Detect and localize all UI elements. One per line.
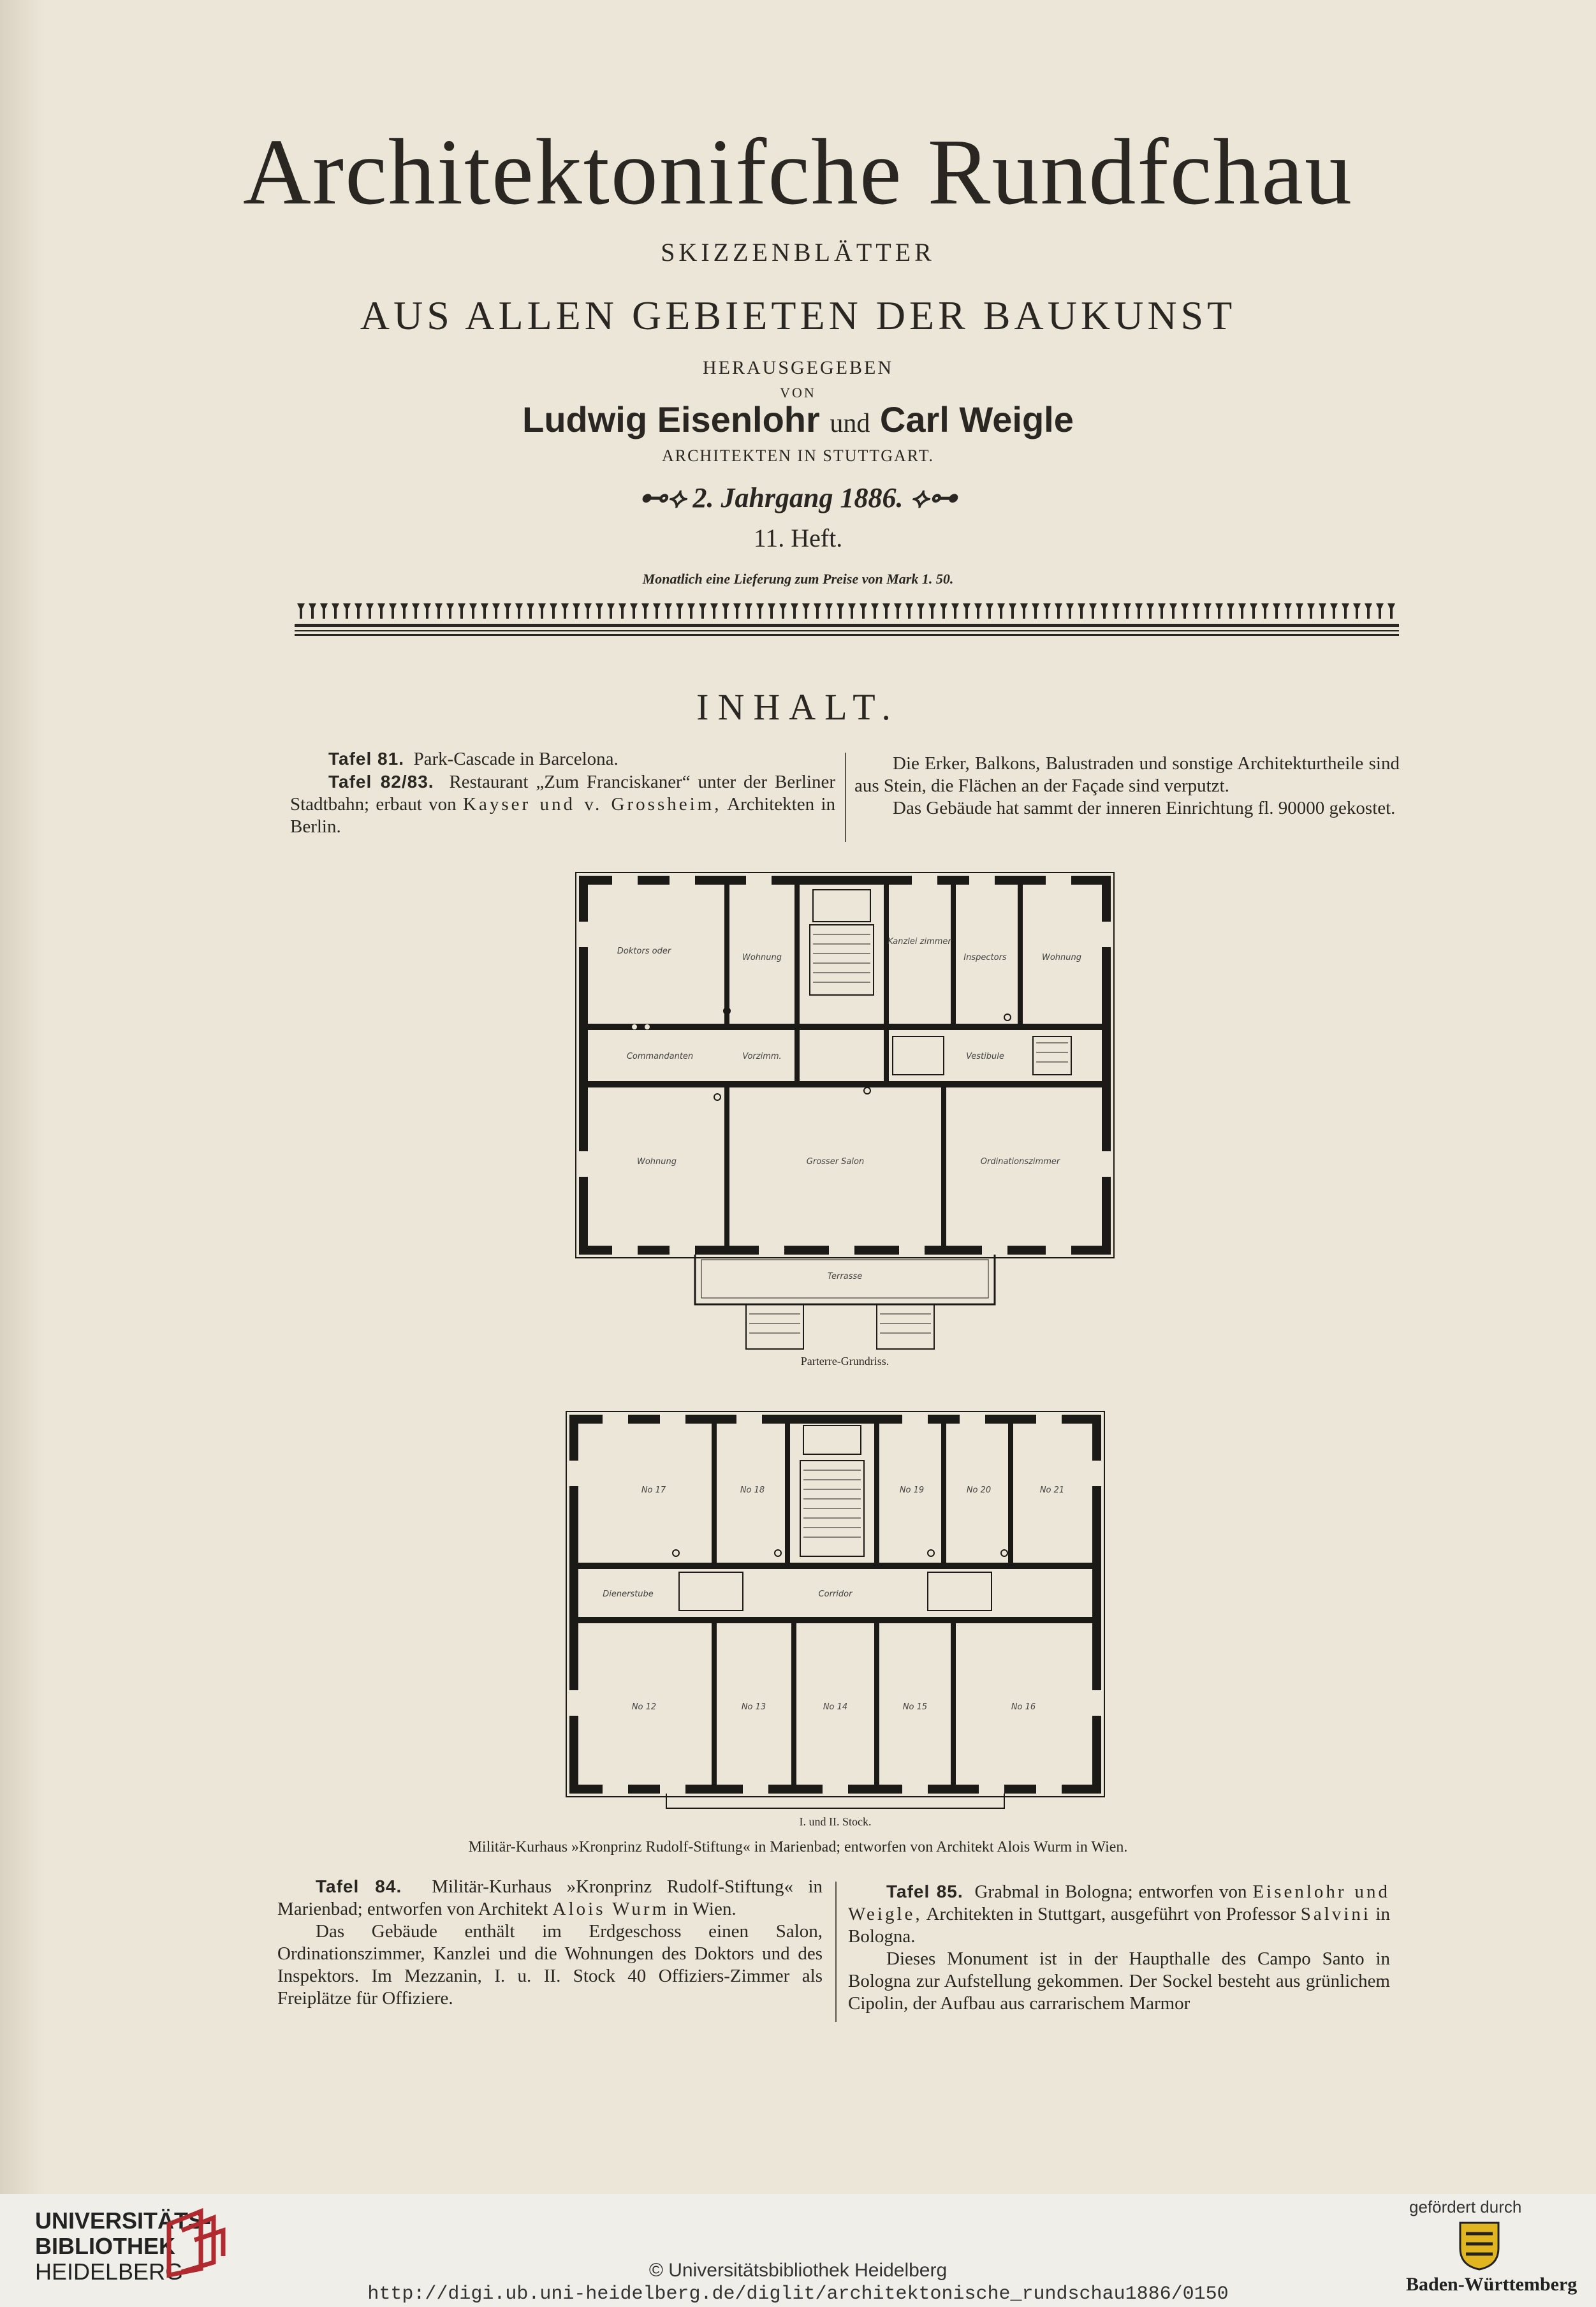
ornament-element: [802, 603, 810, 619]
ornament-element: [837, 603, 844, 619]
ornament-element: [619, 603, 626, 619]
ornament-element: [584, 603, 592, 619]
authors: [0, 399, 1596, 440]
ornament-element: [1227, 603, 1234, 619]
ornament-element: [1204, 603, 1212, 619]
upper-plan-caption: I. und II. Stock.: [799, 1815, 872, 1828]
architects-line: ARCHITEKTEN IN STUTTGART.: [661, 446, 935, 465]
ornament-element: [699, 603, 706, 619]
paragraph-erker: Die Erker, Balkons, Balustraden und sonstige Architekturtheile sind aus Stein, die Flächen an der Façade sind verputzt.: [854, 753, 1400, 796]
ornament-element: [951, 603, 959, 619]
tafel-84-text-end: in Wien.: [669, 1899, 736, 1919]
tafel-84-text: Militär-Kurhaus »Kronprinz Rudolf-Stiftung« in Marienbad; entworfen von Architekt: [277, 1876, 823, 1919]
ornament-element: [768, 603, 775, 619]
tafel-85-sculptor: Salvini: [1300, 1904, 1371, 1924]
paragraph-monument: Dieses Monument ist in der Haupthalle des Campo Santo in Bologna zur Aufstellung gekommen. Der Sockel besteht aus grünlichem Cipolin, der Aufbau aus carrarischem Marmor: [848, 1949, 1390, 2014]
ornament-element: [791, 603, 798, 619]
ornament-element: [1032, 603, 1039, 619]
tafel-82-label: Tafel 82/83.: [328, 772, 434, 792]
room-label: No 12: [631, 1702, 657, 1712]
ornament-element: [1307, 603, 1315, 619]
ornament-element: [848, 603, 856, 619]
ornament-element: [779, 603, 787, 619]
column-divider: [845, 753, 846, 842]
ornament-element: [332, 603, 339, 619]
ornament-element: [458, 603, 465, 619]
ornament-element: [1158, 603, 1166, 619]
ornament-element: [1101, 603, 1108, 619]
tafel-81-label: Tafel 81.: [328, 749, 404, 769]
ornament-element: [320, 603, 328, 619]
inhalt-right-column: [854, 753, 1400, 820]
ornament-element: [550, 603, 557, 619]
entry-tafel-81: [290, 748, 835, 770]
tafel-81-text: Park-Cascade in Barcelona.: [413, 749, 619, 769]
ornament-element: [515, 603, 523, 619]
ornament-element: [745, 603, 752, 619]
ornament-element: [882, 603, 890, 619]
ornament-element: [538, 603, 546, 619]
ornament-element: [917, 603, 925, 619]
ornament-element: [1296, 603, 1303, 619]
room-label: Wohnung: [636, 1157, 677, 1167]
price-line: Monatlich eine Lieferung zum Preise von Mark 1. 50.: [642, 571, 954, 587]
heft: 11. Heft.: [753, 524, 843, 552]
ornament-element: [1089, 603, 1097, 619]
sponsor-label: gefördert durch: [1409, 2197, 1522, 2216]
ornament-element: [423, 603, 431, 619]
jahrgang-text: 2. Jahrgang 1886.: [692, 482, 904, 513]
room-label: Corridor: [818, 1589, 853, 1599]
ornament-element: [905, 603, 913, 619]
ornament-element: [1055, 603, 1062, 619]
ornament-element: [871, 603, 879, 619]
paragraph-kosten: Das Gebäude hat sammt der inneren Einrichtung fl. 90000 gekostet.: [893, 798, 1396, 818]
ornament-element: [710, 603, 718, 619]
ornament-element: [1078, 603, 1085, 619]
tafel-85-architects: Eisenlohr und Weigle,: [848, 1882, 1390, 1924]
figure-caption: Militär-Kurhaus »Kronprinz Rudolf-Stiftung« in Marienbad; entworfen von Architekt Alois Wurm in Wien.: [468, 1839, 1128, 1855]
ornament-element: [687, 603, 695, 619]
ornament-element: [1009, 603, 1016, 619]
ornament-right-icon: ⟡⊶: [903, 482, 957, 513]
ornament-element: [1135, 603, 1143, 619]
ornament-element: [641, 603, 649, 619]
room-label: Vestibule: [966, 1052, 1004, 1061]
library-line-1: UNIVERSITÄTS-: [35, 2207, 212, 2234]
ornament-element: [1066, 603, 1074, 619]
room-label: No 14: [823, 1702, 848, 1712]
ornament-element: [1376, 603, 1384, 619]
ornament-element: [940, 603, 948, 619]
ornament-element: [1353, 603, 1361, 619]
room-label: No 20: [966, 1485, 992, 1495]
room-label: Vorzimm.: [742, 1052, 782, 1061]
permalink[interactable]: http://digi.ub.uni-heidelberg.de/diglit/architektonische_rundschau1886/0150: [367, 2283, 1229, 2305]
inhalt-heading: INHALT.: [696, 686, 900, 728]
ornament-element: [1261, 603, 1269, 619]
ornament-element: [1124, 603, 1131, 619]
tafel-84-label: Tafel 84.: [316, 1876, 402, 1896]
ornament-element: [1342, 603, 1349, 619]
journal-title: Architektonifche Rundfchau: [242, 120, 1354, 225]
room-label: Commandanten: [626, 1052, 694, 1061]
ornament-element: [1238, 603, 1246, 619]
ornament-element: [825, 603, 833, 619]
ornament-element: [596, 603, 603, 619]
ornament-element: [986, 603, 993, 619]
ornament-element: [343, 603, 351, 619]
ornament-element: [756, 603, 764, 619]
copyright: © Universitätsbibliothek Heidelberg: [648, 2260, 948, 2281]
von: VON: [780, 385, 816, 401]
ornament-element: [1043, 603, 1051, 619]
library-line-2: BIBLIOTHEK: [35, 2233, 175, 2259]
ornament-element: [733, 603, 741, 619]
ornament-element: [1273, 603, 1280, 619]
sponsor-name: Baden-Württemberg: [1406, 2274, 1578, 2295]
entry-tafel-85: [848, 1880, 1390, 1948]
ornament-element: [1365, 603, 1372, 619]
room-label: No 18: [740, 1485, 765, 1495]
tafel-85-text-mid: Architekten in Stuttgart, ausgeführt von Professor: [922, 1904, 1301, 1924]
ornament-element: [481, 603, 488, 619]
ornament-element: [446, 603, 454, 619]
column-divider: [835, 1882, 837, 2022]
tafel-82-architects: Kayser und v. Grossheim,: [463, 794, 722, 814]
ornament-element: [504, 603, 511, 619]
ornament-element: [377, 603, 385, 619]
inhalt-left-column: [290, 748, 835, 838]
ornament-left-icon: ⊷⟡: [639, 482, 693, 513]
journal-subject: AUS ALLEN GEBIETEN DER BAUKUNST: [360, 293, 1236, 338]
room-label: Terrasse: [827, 1272, 863, 1281]
baden-wuerttemberg-crest-icon[interactable]: [1457, 2220, 1502, 2271]
ornament-element: [366, 603, 374, 619]
ornament-element: [1020, 603, 1028, 619]
ground-floor-plan: [574, 871, 1116, 1368]
room-label: Doktors oder: [617, 947, 671, 956]
ornament-element: [1284, 603, 1292, 619]
ornament-element: [1215, 603, 1223, 619]
ornament-element: [412, 603, 420, 619]
room-label: No 19: [899, 1485, 925, 1495]
ornament-element: [573, 603, 580, 619]
tafel-82-text-end: Architekten in Berlin.: [290, 794, 835, 837]
ornament-element: [664, 603, 672, 619]
author-weigle: Carl Weigle: [879, 399, 1074, 439]
room-label: Ordinationszimmer: [980, 1157, 1060, 1167]
ornament-element: [1112, 603, 1120, 619]
room-label: Wohnung: [1041, 953, 1082, 962]
ornament-element: [1330, 603, 1338, 619]
ornament-element: [1169, 603, 1177, 619]
room-label: No 13: [741, 1702, 766, 1712]
tafel-85-label: Tafel 85.: [886, 1882, 963, 1901]
ornament-element: [1146, 603, 1154, 619]
ornament-element: [1181, 603, 1189, 619]
ornament-element: [297, 603, 305, 619]
ornament-element: [894, 603, 902, 619]
ornament-element: [561, 603, 569, 619]
room-label: Grosser Salon: [806, 1157, 865, 1167]
ornament-element: [1319, 603, 1326, 619]
und: und: [830, 409, 870, 438]
ornament-element: [997, 603, 1005, 619]
author-eisenlohr: Ludwig Eisenlohr: [522, 399, 820, 439]
bottom-left-column: [277, 1875, 823, 2010]
decorative-border-icon: [295, 598, 1399, 639]
ornament-element: [676, 603, 684, 619]
room-label: Wohnung: [742, 953, 782, 962]
entry-tafel-82: [290, 770, 835, 838]
ornament-element: [492, 603, 500, 619]
upper-floor-plan: [564, 1410, 1106, 1831]
paragraph-gebaeude: Das Gebäude enthält im Erdgeschoss einen Salon, Ordinationszimmer, Kanzlei und die Wohnungen des Doktors und des Inspektors. Im Mezzanin, I. u. II. Stock 40 Offiziers-Zimmer als Freiplätze für Offiziere.: [277, 1921, 823, 2008]
ornament-element: [1250, 603, 1257, 619]
ornament-element: [355, 603, 362, 619]
ornament-element: [653, 603, 661, 619]
ornament-element: [469, 603, 477, 619]
room-label: No 17: [641, 1485, 666, 1495]
ornament-element: [309, 603, 316, 619]
ornament-element: [974, 603, 982, 619]
ornament-element: [722, 603, 729, 619]
published-by: HERAUSGEGEBEN: [703, 357, 893, 378]
bottom-right-column: [848, 1880, 1390, 2015]
ground-plan-caption: Parterre-Grundriss.: [800, 1355, 890, 1367]
room-label: No 21: [1039, 1485, 1065, 1495]
ornament-element: [1192, 603, 1200, 619]
tafel-85-text: Grabmal in Bologna; entworfen von: [974, 1882, 1253, 1902]
ornament-element: [1387, 603, 1395, 619]
ornament-element: [389, 603, 397, 619]
tafel-82-text: Restaurant „Zum Franciskaner“ unter der Berliner Stadtbahn; erbaut von: [290, 772, 835, 814]
jahrgang: [0, 482, 1596, 514]
room-label: Dienerstube: [603, 1589, 654, 1599]
library-line-3: HEIDELBERG: [35, 2259, 184, 2285]
ornament-element: [630, 603, 638, 619]
ornament-element: [860, 603, 867, 619]
tafel-85-text-end: in Bologna.: [848, 1904, 1390, 1947]
ornament-element: [527, 603, 534, 619]
ornament-element: [400, 603, 408, 619]
tafel-84-architect: Alois Wurm: [552, 1899, 670, 1919]
ornament-element: [607, 603, 615, 619]
room-label: No 16: [1011, 1702, 1036, 1712]
ornament-element: [814, 603, 821, 619]
room-label: No 15: [902, 1702, 928, 1712]
entry-tafel-84: [277, 1875, 823, 1920]
ornament-element: [928, 603, 936, 619]
room-label: Kanzlei zimmer: [888, 937, 951, 947]
journal-subtitle: SKIZZENBLÄTTER: [661, 238, 935, 267]
ornament-element: [435, 603, 443, 619]
ornament-element: [963, 603, 970, 619]
room-label: Inspectors: [963, 953, 1007, 962]
